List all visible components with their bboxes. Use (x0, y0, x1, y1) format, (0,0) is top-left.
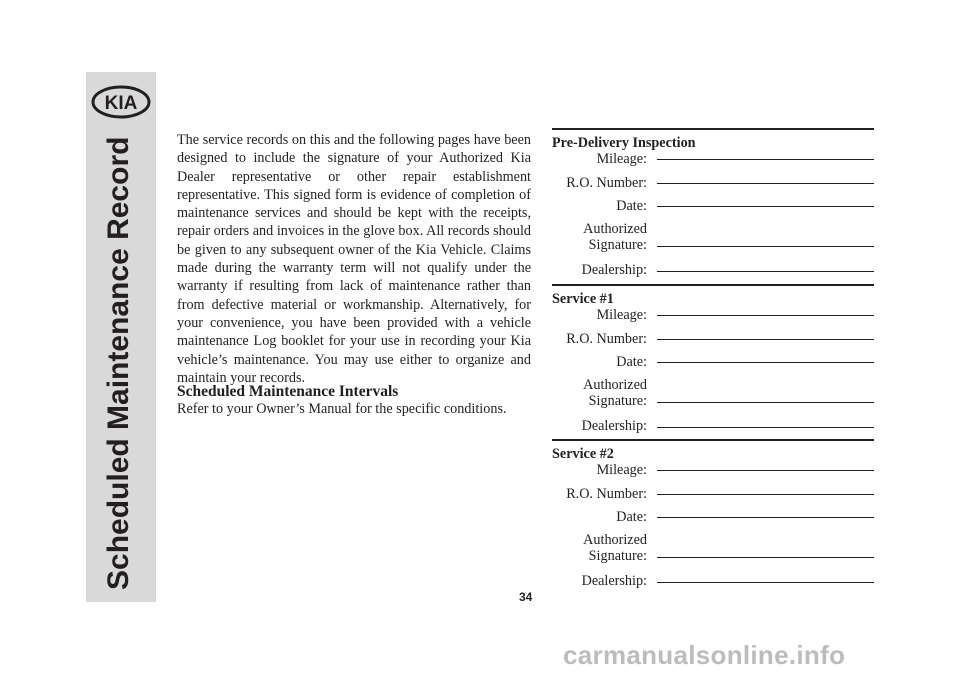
ro-number-line[interactable] (657, 183, 874, 184)
section-tab (86, 72, 156, 602)
ro-number-line[interactable] (657, 494, 874, 495)
record-service-2: Service #2 Mileage: R.O. Number: Date: Authorized Signature: Dealership: (552, 439, 874, 589)
dealership-line[interactable] (657, 271, 874, 272)
kia-logo (91, 82, 151, 122)
mileage-line[interactable] (657, 470, 874, 471)
date-line[interactable] (657, 206, 874, 207)
page-number: 34 (519, 590, 533, 604)
record-title: Service #2 (552, 446, 614, 462)
signature-line[interactable] (657, 246, 874, 247)
signature-line[interactable] (657, 402, 874, 403)
mileage-line[interactable] (657, 315, 874, 316)
date-line[interactable] (657, 517, 874, 518)
record-title: Pre-Delivery Inspection (552, 135, 696, 151)
intervals-text: Refer to your Owner’s Manual for the specific conditions. (177, 401, 507, 417)
record-pre-delivery: Pre-Delivery Inspection Mileage: R.O. Number: Date: Authorized Signature: Dealership: (552, 128, 874, 278)
ro-number-line[interactable] (657, 339, 874, 340)
dealership-line[interactable] (657, 582, 874, 583)
record-service-1: Service #1 Mileage: R.O. Number: Date: Authorized Signature: Dealership: (552, 284, 874, 434)
section-title: Scheduled Maintenance Record (102, 136, 135, 590)
record-title: Service #1 (552, 291, 614, 307)
date-line[interactable] (657, 362, 874, 363)
mileage-line[interactable] (657, 159, 874, 160)
dealership-line[interactable] (657, 427, 874, 428)
intro-paragraph: The service records on this and the following pages have been designed to include the signature of your Authorized Kia Dealer representative or other repair establishment representative. This signed form is evidence of completion of maintenance services and should be kept with the receipts, repair orders and invoices in the glove box. All records should be given to any subsequent owner of the Kia Vehicle. Claims made during the warranty term will not qualify under the warranty if resulting from lack of maintenance rather than from defective material or workmanship. Alternatively, for your convenience, you have been provided with a vehicle maintenance Log booklet for your use in recording your Kia vehicle’s maintenance. You may use either to organize and maintain your records. (177, 132, 531, 386)
svg-text:KIA: KIA (104, 93, 138, 114)
intervals-heading: Scheduled Maintenance Intervals (177, 383, 399, 400)
signature-line[interactable] (657, 557, 874, 558)
watermark: carmanualsonline.info (563, 640, 846, 670)
